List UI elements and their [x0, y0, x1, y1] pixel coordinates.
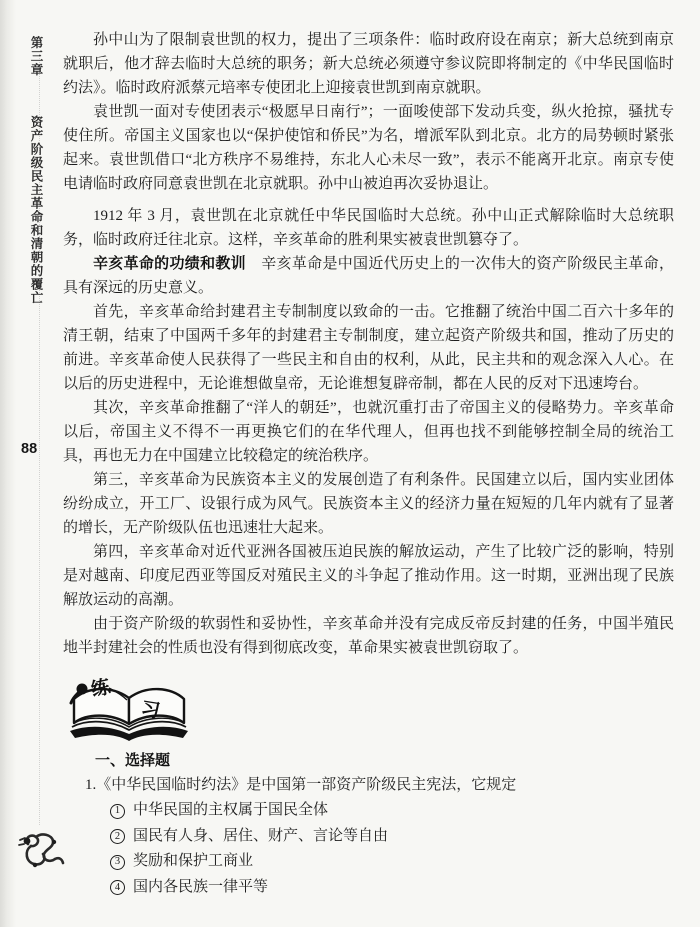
exercise-icon-char-lian: 练 — [89, 676, 113, 702]
option-text: 国民有人身、居住、财产、言论等自由 — [133, 827, 389, 844]
question-option — [110, 849, 674, 875]
paragraph: 袁世凯一面对专使团表示“极愿早日南行”；一面唆使部下发动兵变，纵火抢掠，骚扰专使住所。帝国主义国家也以“保护使馆和侨民”为名，增派军队到北京。北方的局势顿时紧张起来。袁世凯借口“北方秩序不易维持，东北人心未尽一致”，表示不能离开北京。南京专使电请临时政府同意袁世凯在北京就职。孙中山被迫再次妥协退让。 — [63, 104, 674, 192]
chapter-number: 第三章 — [29, 36, 43, 77]
option-text: 国内各民族一律平等 — [133, 878, 269, 895]
paragraph: 其次，辛亥革命推翻了“洋人的朝廷”，也就沉重打击了帝国主义的侵略势力。辛亥革命以后，帝国主义不得不一再更换它们的在华代理人，但再也找不到能够控制全局的统治工具，再也无力在中国建立比较稳定的统治秩序。 — [63, 400, 674, 464]
open-book-icon — [65, 672, 197, 744]
option-circled-number: 2 — [110, 829, 125, 844]
option-circled-number: 4 — [110, 880, 125, 895]
question-option — [110, 798, 674, 824]
body-paragraphs — [63, 28, 674, 660]
chapter-title: 资产阶级民主革命和清朝的覆亡 — [29, 115, 43, 305]
page-number: 88 — [21, 441, 38, 457]
paragraph: 第四，辛亥革命对近代亚洲各国被压迫民族的解放运动，产生了比较广泛的影响，特别是对越南、印度尼西亚等国反对殖民主义的斗争起了推动作用。这一时期，亚洲出现了民族解放运动的高潮。 — [63, 544, 674, 608]
chapter-sidebar — [27, 36, 45, 305]
question-1-options — [110, 798, 674, 900]
question-option — [110, 824, 674, 850]
option-text: 中华民国的主权属于国民全体 — [133, 802, 329, 818]
paragraph-lead-heading: 辛亥革命的功绩和教训 — [93, 255, 246, 272]
paragraph: 由于资产阶级的软弱性和妥协性，辛亥革命并没有完成反帝反封建的任务，中国半殖民地半封建社会的性质也没有得到彻底改变，革命果实被袁世凯窃取了。 — [63, 616, 674, 656]
option-circled-number: 3 — [110, 855, 125, 870]
page-binding-shadow — [0, 0, 16, 927]
option-text: 奖励和保护工商业 — [133, 853, 254, 869]
page-content — [63, 28, 674, 900]
question-option — [110, 875, 674, 901]
paragraph: 第三，辛亥革命为民族资本主义的发展创造了有利条件。民国建立以后，国内实业团体纷纷成立，开工厂、设银行成为风气。民族资本主义的经济力量在短短的几年内就有了显著的增长，无产阶级队伍也迅速壮大起来。 — [63, 472, 674, 536]
exercise-icon-char-xi: 习 — [139, 698, 162, 723]
option-circled-number: 1 — [110, 804, 125, 819]
paragraph: 首先，辛亥革命给封建君主专制制度以致命的一击。它推翻了统治中国二百六十多年的清王朝，结束了中国两千多年的封建君主专制制度，建立起资产阶级共和国，推动了历史的前进。辛亥革命使人民获得了一些民主和自由的权利，从此，民主共和的观念深入人心。在以后的历史进程中，无论谁想做皇帝，无论谁想复辟帝制，都在人民的反对下迅速垮台。 — [63, 304, 674, 392]
paragraph: 孙中山为了限制袁世凯的权力，提出了三项条件：临时政府设在南京；新大总统到南京就职后，他才辞去临时大总统的职务；新大总统必须遵守参议院即将制定的《中华民国临时约法》。临时政府派蔡元培率专使团北上迎接袁世凯到南京就职。 — [63, 32, 674, 96]
exercise-section — [63, 672, 674, 900]
exercise-section-title: 一、选择题 — [95, 752, 171, 769]
dragon-ornament — [14, 828, 70, 884]
question-1: 1.《中华民国临时约法》是中国第一部资产阶级民主宪法，它规定 — [85, 777, 517, 793]
paragraph: 辛亥革命的功绩和教训 辛亥革命是中国近代历史上的一次伟大的资产阶级民主革命，具有深远的历史意义。 — [63, 255, 674, 296]
paragraph: 1912 年 3 月，袁世凯在北京就任中华民国临时大总统。孙中山正式解除临时大总统职务，临时政府迁往北京。这样，辛亥革命的胜利果实被袁世凯篡夺了。 — [63, 208, 674, 248]
